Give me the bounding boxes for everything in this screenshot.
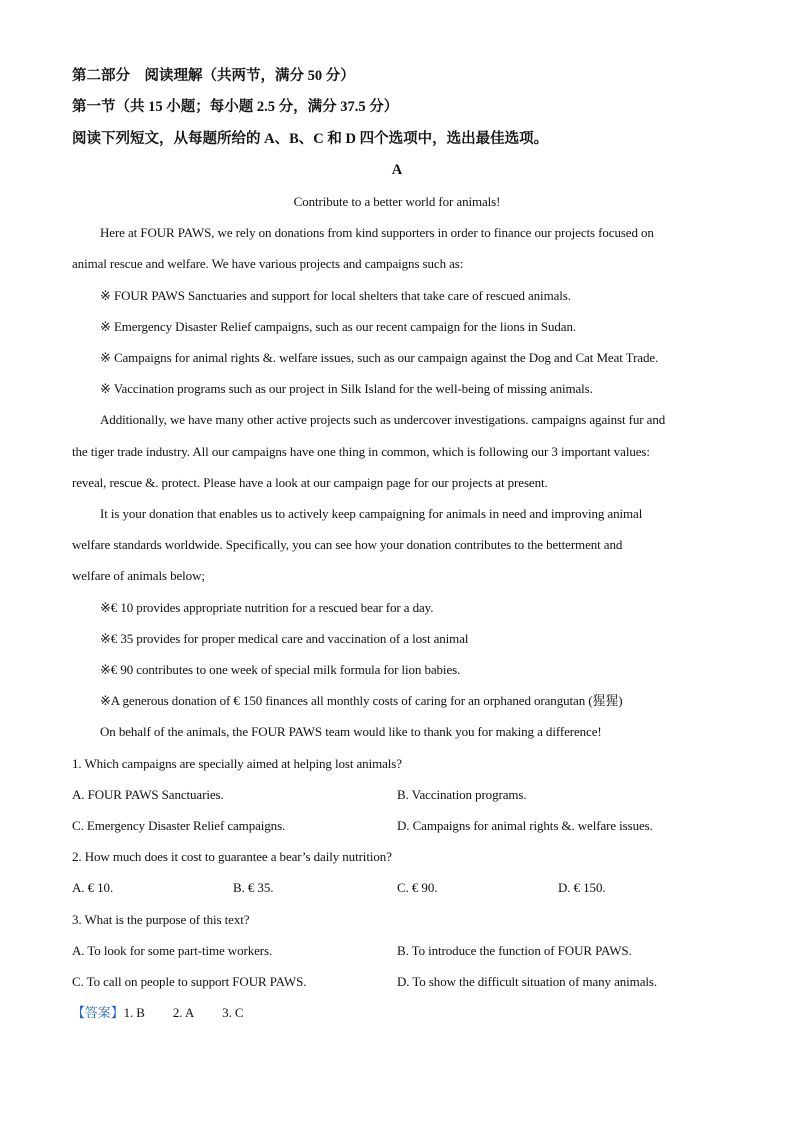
question-option: A. FOUR PAWS Sanctuaries. xyxy=(72,787,224,802)
passage-bullet: ※€ 90 contributes to one week of special milk formula for lion babies. xyxy=(100,662,461,677)
question-option: D. € 150. xyxy=(558,880,606,895)
answer-tag: 【答案】 xyxy=(72,1005,124,1020)
subsection-heading: 第一节（共 15 小题；每小题 2.5 分，满分 37.5 分） xyxy=(72,99,399,115)
question-stem: 2. How much does it cost to guarantee a bear’s daily nutrition? xyxy=(72,849,392,864)
passage-line: On behalf of the animals, the FOUR PAWS team would like to thank you for making a difference! xyxy=(100,724,602,739)
passage-bullet: ※ Emergency Disaster Relief campaigns, such as our recent campaign for the lions in Sudan. xyxy=(100,319,577,334)
passage-line: animal rescue and welfare. We have various projects and campaigns such as: xyxy=(72,256,464,271)
question-option: A. € 10. xyxy=(72,880,114,895)
passage-line: welfare of animals below; xyxy=(72,568,205,583)
passage-title: Contribute to a better world for animals! xyxy=(293,194,501,209)
question-option: D. Campaigns for animal rights &. welfare issues. xyxy=(397,818,653,833)
passage-line: Additionally, we have many other active projects such as undercover investigations. campaigns against fur and xyxy=(100,412,666,427)
question-stem: 3. What is the purpose of this text? xyxy=(72,912,250,927)
answer-value: 2. A xyxy=(172,1005,195,1020)
question-option: B. € 35. xyxy=(233,880,274,895)
passage-line: the tiger trade industry. All our campaigns have one thing in common, which is following our 3 important values: xyxy=(72,444,650,459)
passage-line: reveal, rescue &. protect. Please have a look at our campaign page for our projects at present. xyxy=(72,475,548,490)
question-option: C. Emergency Disaster Relief campaigns. xyxy=(72,818,286,833)
question-stem: 1. Which campaigns are specially aimed at helping lost animals? xyxy=(72,756,402,771)
answer-value: 1. B xyxy=(123,1005,145,1020)
passage-line: It is your donation that enables us to actively keep campaigning for animals in need and improving animal xyxy=(100,506,643,521)
passage-letter: A xyxy=(391,162,403,178)
question-option: B. Vaccination programs. xyxy=(397,787,527,802)
section-heading: 第二部分 阅读理解（共两节，满分 50 分） xyxy=(72,68,355,84)
answer-value: 3. C xyxy=(222,1005,244,1020)
question-option: C. To call on people to support FOUR PAWS. xyxy=(72,974,307,989)
question-option: D. To show the difficult situation of many animals. xyxy=(397,974,657,989)
passage-bullet: ※A generous donation of € 150 finances all monthly costs of caring for an orphaned orangutan (猩猩) xyxy=(100,693,623,708)
instruction-text: 阅读下列短文，从每题所给的 A、B、C 和 D 四个选项中，选出最佳选项。 xyxy=(72,131,549,147)
passage-line: Here at FOUR PAWS, we rely on donations from kind supporters in order to finance our projects focused on xyxy=(100,225,654,240)
passage-bullet: ※ FOUR PAWS Sanctuaries and support for local shelters that take care of rescued animals. xyxy=(100,288,571,303)
answer-line xyxy=(72,1005,243,1021)
question-option: C. € 90. xyxy=(397,880,438,895)
question-option: A. To look for some part-time workers. xyxy=(72,943,273,958)
passage-line: welfare standards worldwide. Specifically, you can see how your donation contributes to the betterment and xyxy=(72,537,623,552)
passage-bullet: ※€ 35 provides for proper medical care and vaccination of a lost animal xyxy=(100,631,469,646)
passage-bullet: ※€ 10 provides appropriate nutrition for a rescued bear for a day. xyxy=(100,600,434,615)
passage-bullet: ※ Vaccination programs such as our project in Silk Island for the well-being of missing animals. xyxy=(100,381,593,396)
passage-bullet: ※ Campaigns for animal rights &. welfare issues, such as our campaign against the Dog and Cat Meat Trade. xyxy=(100,350,659,365)
question-option: B. To introduce the function of FOUR PAWS. xyxy=(397,943,632,958)
